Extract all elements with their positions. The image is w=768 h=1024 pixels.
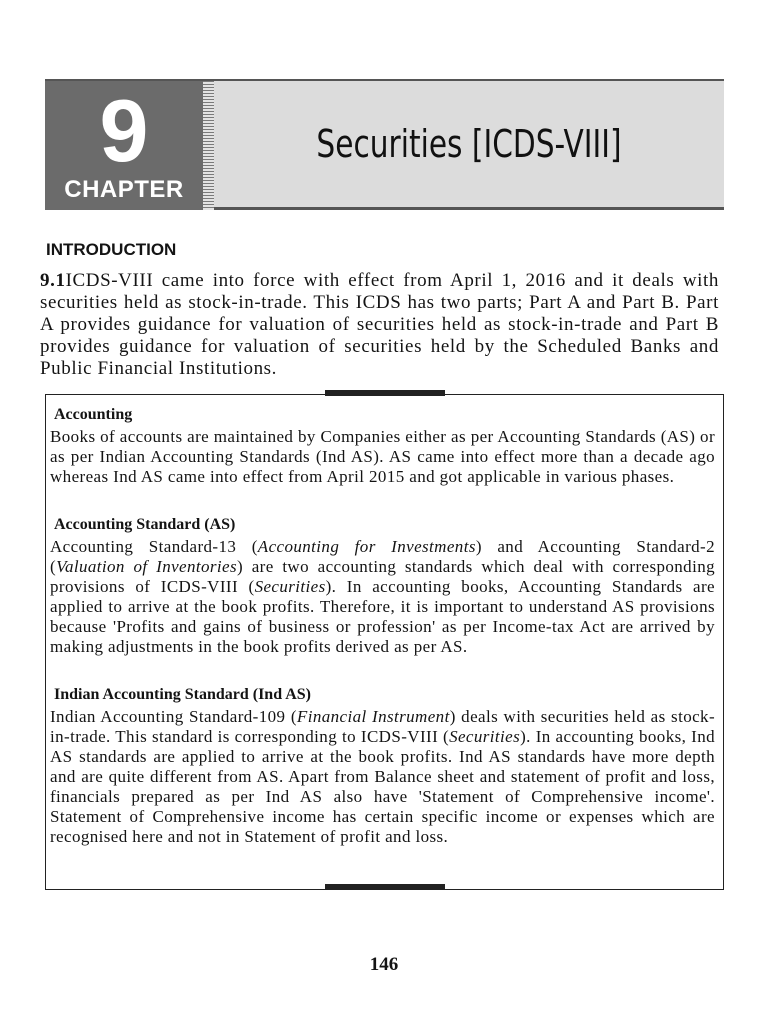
ind-as-italic-2: Securities xyxy=(449,727,521,746)
as-text-4: ). In accounting books, Accounting Standards are applied to arrive at the book profits. Therefore, it is important to understand AS provisions because 'Profits and gains of business or profession' as per Income-tax Act are arrived by making adjustments in the book profits derived as per AS. xyxy=(50,577,715,656)
ind-as-text-3: ). In accounting books, Ind AS standards are applied to arrive at the book profits. Ind AS standards have more depth and are quite different from AS. Apart from Balance sheet and statement of profit and loss, financials prepared as per Ind AS also have 'Statement of Comprehensive income'. Statement of Comprehensive income has certain specific income or expenses which are recognised here and not in Statement of profit and loss. xyxy=(50,727,716,846)
ind-as-text-1: Indian Accounting Standard-109 ( xyxy=(50,707,297,726)
as-italic-2: Valuation of Inventories xyxy=(56,557,238,576)
paragraph-text: ICDS-VIII came into force with effect from April 1, 2016 and it deals with securities held as stock-in-trade. This ICDS has two parts; Part A and Part B. Part A provides guidance for valuation of securities held as stock-in-trade and Part B provides guidance for valuation of securities held by the Scheduled Banks and Public Financial Institutions. xyxy=(40,270,719,379)
ind-as-text-2: ) deals with securities held as stock-in-trade. This standard is corresponding to ICDS-VIII ( xyxy=(50,707,716,746)
intro-paragraph xyxy=(40,270,719,380)
as-text xyxy=(50,537,715,657)
as-heading: Accounting Standard (AS) xyxy=(54,516,236,533)
info-box xyxy=(45,394,724,890)
chapter-number: 9 xyxy=(99,81,149,180)
accounting-section xyxy=(50,405,715,491)
title-bottom-rule xyxy=(214,207,724,210)
as-italic-1: Accounting for Investments xyxy=(257,537,476,556)
chapter-badge xyxy=(45,81,203,210)
as-text-2: ) and Accounting Standard-2 ( xyxy=(50,537,715,576)
as-italic-3: Securities xyxy=(254,577,326,596)
box-bottom-bar xyxy=(325,884,445,890)
box-top-bar xyxy=(325,390,445,396)
chapter-title: Securities [ICDS-VIII] xyxy=(316,122,622,166)
ind-as-section xyxy=(50,685,715,851)
decorative-stripes xyxy=(203,81,214,210)
ind-as-italic-1: Financial Instrument xyxy=(296,707,450,726)
paragraph-number: 9.1 xyxy=(40,270,66,291)
accounting-heading: Accounting xyxy=(54,406,133,423)
ind-as-heading: Indian Accounting Standard (Ind AS) xyxy=(54,686,311,703)
as-text-1: Accounting Standard-13 ( xyxy=(50,537,258,556)
chapter-label: CHAPTER xyxy=(64,176,184,203)
as-text-3: ) are two accounting standards which deal with corresponding provisions of ICDS-VIII ( xyxy=(50,557,715,596)
page-number: 146 xyxy=(369,954,399,975)
as-section xyxy=(50,515,715,661)
ind-as-text xyxy=(50,707,715,847)
accounting-text: Books of accounts are maintained by Companies either as per Accounting Standards (AS) or as per Indian Accounting Standards (Ind AS). AS came into effect more than a decade ago whereas Ind AS came into effect from April 2015 and got applicable in various phases. xyxy=(50,427,715,486)
section-heading: INTRODUCTION xyxy=(46,240,177,259)
